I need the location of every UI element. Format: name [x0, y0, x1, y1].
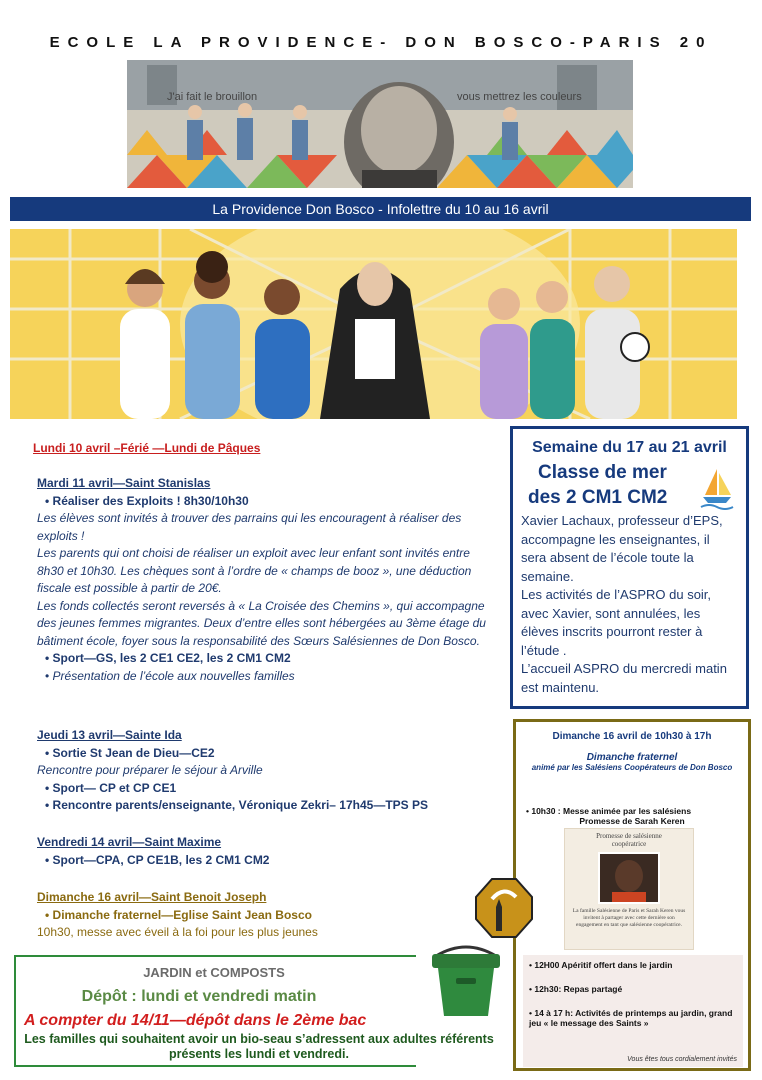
dimanche-item-4: • 14 à 17 h: Activités de printemps au jardin, grand jeu « le message des Saints »	[529, 1008, 733, 1028]
agenda-vendredi	[37, 834, 497, 869]
jeudi-bullet-sortie: • Sortie St Jean de Dieu—CE2	[37, 745, 497, 763]
mardi-bullet-exploits: • Réaliser des Exploits ! 8h30/10h30	[37, 493, 497, 511]
classe-mer-body-2: Les activités de l’ASPRO du soir, avec Xavier, sont annulées, les élèves inscrits pourront rester à l’étude .	[521, 587, 712, 658]
mural-right-text: vous mettrez les couleurs	[457, 91, 582, 103]
classe-mer-title-2: des 2 CM1 CM2	[528, 487, 668, 508]
dimanche-item-3: • 12h30: Repas partagé	[529, 984, 623, 994]
jeudi-paragraph: Rencontre pour préparer le séjour à Arville	[37, 763, 263, 777]
school-title: ECOLE LA PROVIDENCE- DON BOSCO-PARIS 20	[49, 34, 713, 51]
agenda-dimanche	[37, 889, 477, 942]
dimanche-fraternel-box	[513, 719, 751, 1071]
mardi-paragraph-2: Les parents qui ont choisi de réaliser un exploit avec leur enfant sont invités entre 8h30 et 10h30. Les chèques sont à l’ordre de « champs de booz », une déduction fiscale est possible à partir de 20€.	[37, 546, 472, 595]
vendredi-title: Vendredi 14 avril—Saint Maxime	[37, 835, 222, 849]
dimanche-bullet: • Dimanche fraternel—Eglise Saint Jean Bosco	[37, 907, 477, 925]
mural-left-text: J'ai fait le brouillon	[167, 91, 258, 103]
hero-illustration	[10, 229, 737, 419]
dimanche-box-subtitle-2: animé par les Salésiens Coopérateurs de Don Bosco	[531, 763, 733, 772]
newsletter-banner: La Providence Don Bosco - Infolettre du 10 au 16 avril	[10, 197, 751, 221]
classe-mer-week: Semaine du 17 au 21 avril	[532, 439, 727, 456]
sailboat-icon	[699, 467, 735, 516]
sarah-keren-photo	[598, 852, 660, 904]
salesian-logo-icon	[474, 877, 534, 944]
jardin-depot: Dépôt : lundi et vendredi matin	[81, 988, 317, 1005]
jeudi-bullet-sport: • Sport— CP et CP CE1	[37, 780, 497, 798]
dimanche-box-title: Dimanche 16 avril de 10h30 à 17h	[552, 731, 712, 742]
mural-image	[127, 60, 633, 188]
jardin-notice: A compter du 14/11—dépôt dans le 2ème bac	[24, 1012, 367, 1029]
mardi-paragraph-3: Les fonds collectés seront reversés à « La Croisée des Chemins », qui accompagne des jeunes femmes migrantes. Deux d’entre elles sont hébergées au 3ème étage du bâtiment école, foyer sous la responsabilité des Sœurs Salésiennes de Don Bosco.	[37, 598, 486, 648]
promesse-card-caption: La famille Salésienne de Paris et Sarah Keren vous invitent à partager avec cette dernière son engagement en tant que salésienne coopératrice.	[572, 908, 686, 928]
agenda-jeudi	[37, 727, 497, 815]
classe-mer-body-1: Xavier Lachaux, professeur d’EPS, accompagne les enseignantes, il sera absent de l’école toute la semaine.	[521, 513, 723, 584]
mardi-bullet-presentation: • Présentation de l’école aux nouvelles familles	[37, 668, 497, 686]
dimanche-item-1: • 10h30 : Messe animée par les salésiens	[526, 806, 692, 816]
dimanche-box-subtitle: Dimanche fraternel	[586, 752, 678, 763]
agenda-mardi	[37, 475, 497, 685]
mardi-title: Mardi 11 avril—Saint Stanislas	[37, 476, 211, 490]
dimanche-title: Dimanche 16 avril—Saint Benoit Joseph	[37, 890, 267, 904]
jeudi-title: Jeudi 13 avril—Sainte Ida	[37, 728, 182, 742]
promesse-card-title: Promesse de salésienne coopératrice	[596, 832, 662, 848]
jardin-body: Les familles qui souhaitent avoir un bio-seau s’adressent aux adultes référents présents les lundi et vendredi.	[24, 1032, 494, 1061]
mardi-paragraph-1: Les élèves sont invités à trouver des parrains qui les encouragent à réaliser des exploits !	[37, 511, 462, 543]
dimanche-item-2: • 12H00 Apéritif offert dans le jardin	[529, 960, 673, 970]
jardin-title: JARDIN et COMPOSTS	[143, 965, 285, 980]
jardin-program-panel	[523, 955, 743, 1067]
classe-mer-body-3: L’accueil ASPRO du mercredi matin est maintenu.	[521, 661, 727, 695]
promesse-card	[564, 828, 694, 950]
jeudi-bullet-rencontre: • Rencontre parents/enseignante, Véronique Zekri– 17h45—TPS PS	[37, 797, 497, 815]
vendredi-bullet-sport: • Sport—CPA, CP CE1B, les 2 CM1 CM2	[37, 852, 497, 870]
dimanche-item-1b: Promesse de Sarah Keren	[579, 816, 685, 826]
dimanche-paragraph: 10h30, messe avec éveil à la foi pour les plus jeunes	[37, 925, 318, 939]
classe-mer-box	[510, 426, 749, 709]
classe-mer-title-1: Classe de mer	[538, 462, 667, 483]
compost-bin-icon	[430, 942, 502, 1023]
mardi-bullet-sport: • Sport—GS, les 2 CE1 CE2, les 2 CM1 CM2	[37, 650, 497, 668]
dimanche-footer: Vous êtes tous cordialement invités	[627, 1056, 737, 1063]
lundi-title: Lundi 10 avril –Férié —Lundi de Pâques	[33, 441, 261, 455]
agenda-lundi	[33, 440, 503, 458]
